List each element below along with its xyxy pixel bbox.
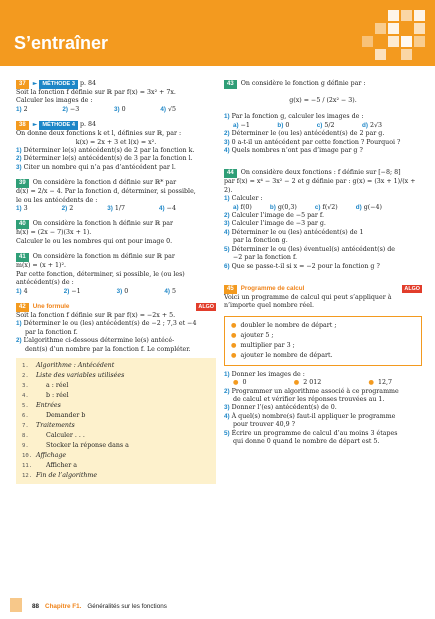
exercise-37: [16, 80, 216, 114]
exercise-40: 40 On considère la fonction h définie sur ℝ par h(x) = (2x − 7)(3x + 1). Calculer le ou les nombres qui ont pour image 0.: [16, 220, 216, 246]
exercise-text: Calculer le ou les nombres qui ont pour image 0.: [16, 237, 173, 245]
answer-items: 1) 2 2) −3 3) 0 4) √5: [16, 105, 176, 113]
page-title: S’entraîner: [14, 33, 109, 53]
exercise-text: par f(x) = x⁴ − 3x² − 2 et g définie par : g(x) = (3x + 1)/(x + 2).: [224, 178, 416, 194]
formula: g(x) = −5 / (2x² − 3).: [289, 97, 357, 104]
page-header: [0, 0, 435, 66]
exercise-number: 37: [16, 80, 29, 89]
exercise-41: 41 On considère la fonction m définie sur ℝ par m(x) = (x + 1)². Par cette fonction, déterminer, si possible, le (ou les) antécédent(s) de : 1) 4 2) −1 3) 0 4) 5: [16, 253, 216, 296]
exercise-text: Voici un programme de calcul qui peut s’appliquer à: [224, 293, 392, 301]
exercise-number: 39: [16, 179, 29, 188]
triangle-icon: ►: [32, 121, 38, 129]
right-column: [224, 80, 422, 446]
answer-items: a) f(0) b) g(0,3) c) f(√2) d) g(−4): [233, 203, 382, 211]
algo-badge: ALGO: [198, 303, 214, 310]
answer-items: ● 0 ● 2 012 ● 12,7: [233, 379, 392, 387]
exercise-text: Par cette fonction, déterminer, si possible, le (ou les): [16, 270, 185, 278]
decorative-squares: [352, 10, 432, 60]
exercise-43: 43 On considère le fonction g définie par : g(x) = −5 / (2x² − 3). 1) Par la fonction g, calculer les images de : a) −1 b) 0 c) 5/2 d) 2√3 2) Déterminer le (ou les) antécédent(s) de 2 par g. 3) 0 a-t-il un antécédent par cette fonction ? Pourquoi ? 4) Quels nombres n’ont pas d’image par g ?: [224, 80, 422, 155]
method-link[interactable]: MÉTHODE 4: [39, 121, 78, 130]
algo-badge: ALGO: [404, 285, 420, 292]
exercise-text: Soit la fonction f définie sur ℝ par f(x) = 3x² + 7x.: [16, 89, 176, 96]
exercise-number: 44: [224, 169, 237, 178]
method-link[interactable]: MÉTHODE 3: [39, 80, 78, 89]
page-ref: p. 84: [79, 121, 97, 129]
exercise-38: 38 ► MÉTHODE 4 p. 84 On donne deux fonctions k et l, définies sur ℝ, par : k(x) = 2x + 3 et l(x) = x². 1) Déterminer le(s) antécédent(s) de 2 par la fonction k. 2) Déterminer le(s) antécédent(s) de 3 par la fonction l. 3) Citer un nombre qui n’a pas d’antécédent par l.: [16, 121, 216, 172]
triangle-icon: ►: [32, 80, 38, 87]
program-steps-box: ● doubler le nombre de départ ; ● ajouter 5 ; ● multiplier par 3 ; ● ajouter le nombre de départ.: [224, 316, 422, 366]
exercise-text: Calculer les images de :: [16, 97, 93, 105]
exercise-44: 44 On considère deux fonctions : f définie sur [−8; 8] par f(x) = x⁴ − 3x² − 2 et g définie par : g(x) = (3x + 1)/(x + 2). 1) Calculer : a) f(0) b) g(0,3) c) f(√2) d) g(−4) 2) Calculer l’image de −5 par f. 3) Calculer l’image de −3 par g. 4) Déterminer le ou (les) antécédent(s) de 1 par la fonction g. 5) Déterminer le ou (les) éventuel(s) antécédent(s) de −2 par la fonction f. 6) Que se passe-t-il si x = −2 pour la fonction g ?: [224, 169, 422, 270]
exercise-text: On donne deux fonctions k et l, définies sur ℝ, par :: [16, 130, 182, 138]
exercise-title: Une formule: [32, 302, 70, 310]
exercise-text: n’importe quel nombre réel.: [224, 302, 315, 310]
exercise-number: 41: [16, 253, 29, 262]
exercise-number: 38: [16, 121, 29, 130]
exercise-text: Soit la fonction f définie sur ℝ par f(x) = −2x + 5.: [16, 311, 176, 319]
formula: k(x) = 2x + 3 et l(x) = x².: [75, 138, 157, 146]
chapter-label: Chapitre F1.: [45, 603, 82, 610]
exercise-number: 40: [16, 220, 29, 229]
exercise-number: 42: [16, 303, 29, 312]
exercise-42: 42 Une formule ALGO Soit la fonction f définie sur ℝ par f(x) = −2x + 5. 1) Déterminer le ou (les) antécédent(s) de −2 ; 7,3 et −4 par la fonction f. 2) L’algorithme ci-dessous détermine le(s) antécé- dent(s) d’un nombre par la fonction f. Le compléter. 1. Algorithme : Antécédent 2. Liste des variables utilisées 3. a : réel 4. b : réel 5. Entrées 6. Demander b 7. Traitements 8. Calculer . . . 9. Stocker la réponse dans a 10. Affichage 11. Afficher a 12. Fin de l’algorithme: [16, 303, 216, 484]
exercise-text: d(x) = 2/x − 4. Par la fonction d, déterminer, si possible,: [16, 188, 196, 196]
answer-items: 1) 4 2) −1 3) 0 4) 5: [16, 287, 176, 295]
page-ref: p. 84: [79, 80, 97, 87]
answer-items: 1) 3 2) 2 3) 1/7 4) −4: [16, 205, 176, 213]
footer-marker: [10, 598, 22, 612]
exercise-text: h(x) = (2x − 7)(3x + 1).: [16, 229, 92, 237]
algorithm-box: 1. Algorithme : Antécédent 2. Liste des variables utilisées 3. a : réel 4. b : réel 5. Entrées 6. Demander b 7. Traitements 8. Calculer . . . 9. Stocker la réponse dans a 10. Affichage 11. Afficher a 12. Fin de l’algorithme: [16, 358, 216, 484]
answer-items: a) −1 b) 0 c) 5/2 d) 2√3: [233, 121, 382, 129]
chapter-title: Généralités sur les fonctions: [87, 603, 167, 610]
exercise-39: 39 On considère la fonction d définie sur ℝ* par d(x) = 2/x − 4. Par la fonction d, déterminer, si possible, le ou les antécédents de : 1) 3 2) 2 3) 1/7 4) −4: [16, 179, 216, 213]
left-column: [16, 80, 216, 484]
exercise-number: 43: [224, 80, 237, 89]
exercise-text: le ou les antécédents de :: [16, 196, 98, 204]
exercise-number: 45: [224, 285, 237, 294]
page-number: 88: [32, 603, 40, 610]
page-footer: [32, 603, 167, 610]
exercise-45: 45 Programme de calcul ALGO Voici un programme de calcul qui peut s’appliquer à n’importe quel nombre réel. ● doubler le nombre de départ ; ● ajouter 5 ; ● multiplier par 3 ; ● ajouter le nombre de départ. 1) Donner les images de : ● 0 ● 2 012 ● 12,7 2) Programmer un algorithme associé à ce programme de calcul et vérifier les réponses trouvées au 1. 3) Donner l’(es) antécédent(s) de 0. 4) À quel(s) nombre(s) faut-il appliquer le programme pour trouver 40,9 ? 5) Écrire un programme de calcul d’au moins 3 étapes qui donne 0 quand le nombre de départ est 5.: [224, 284, 420, 445]
exercise-text: antécédent(s) de :: [16, 279, 74, 287]
exercise-text: m(x) = (x + 1)².: [16, 262, 66, 270]
exercise-title: Programme de calcul: [240, 284, 305, 292]
